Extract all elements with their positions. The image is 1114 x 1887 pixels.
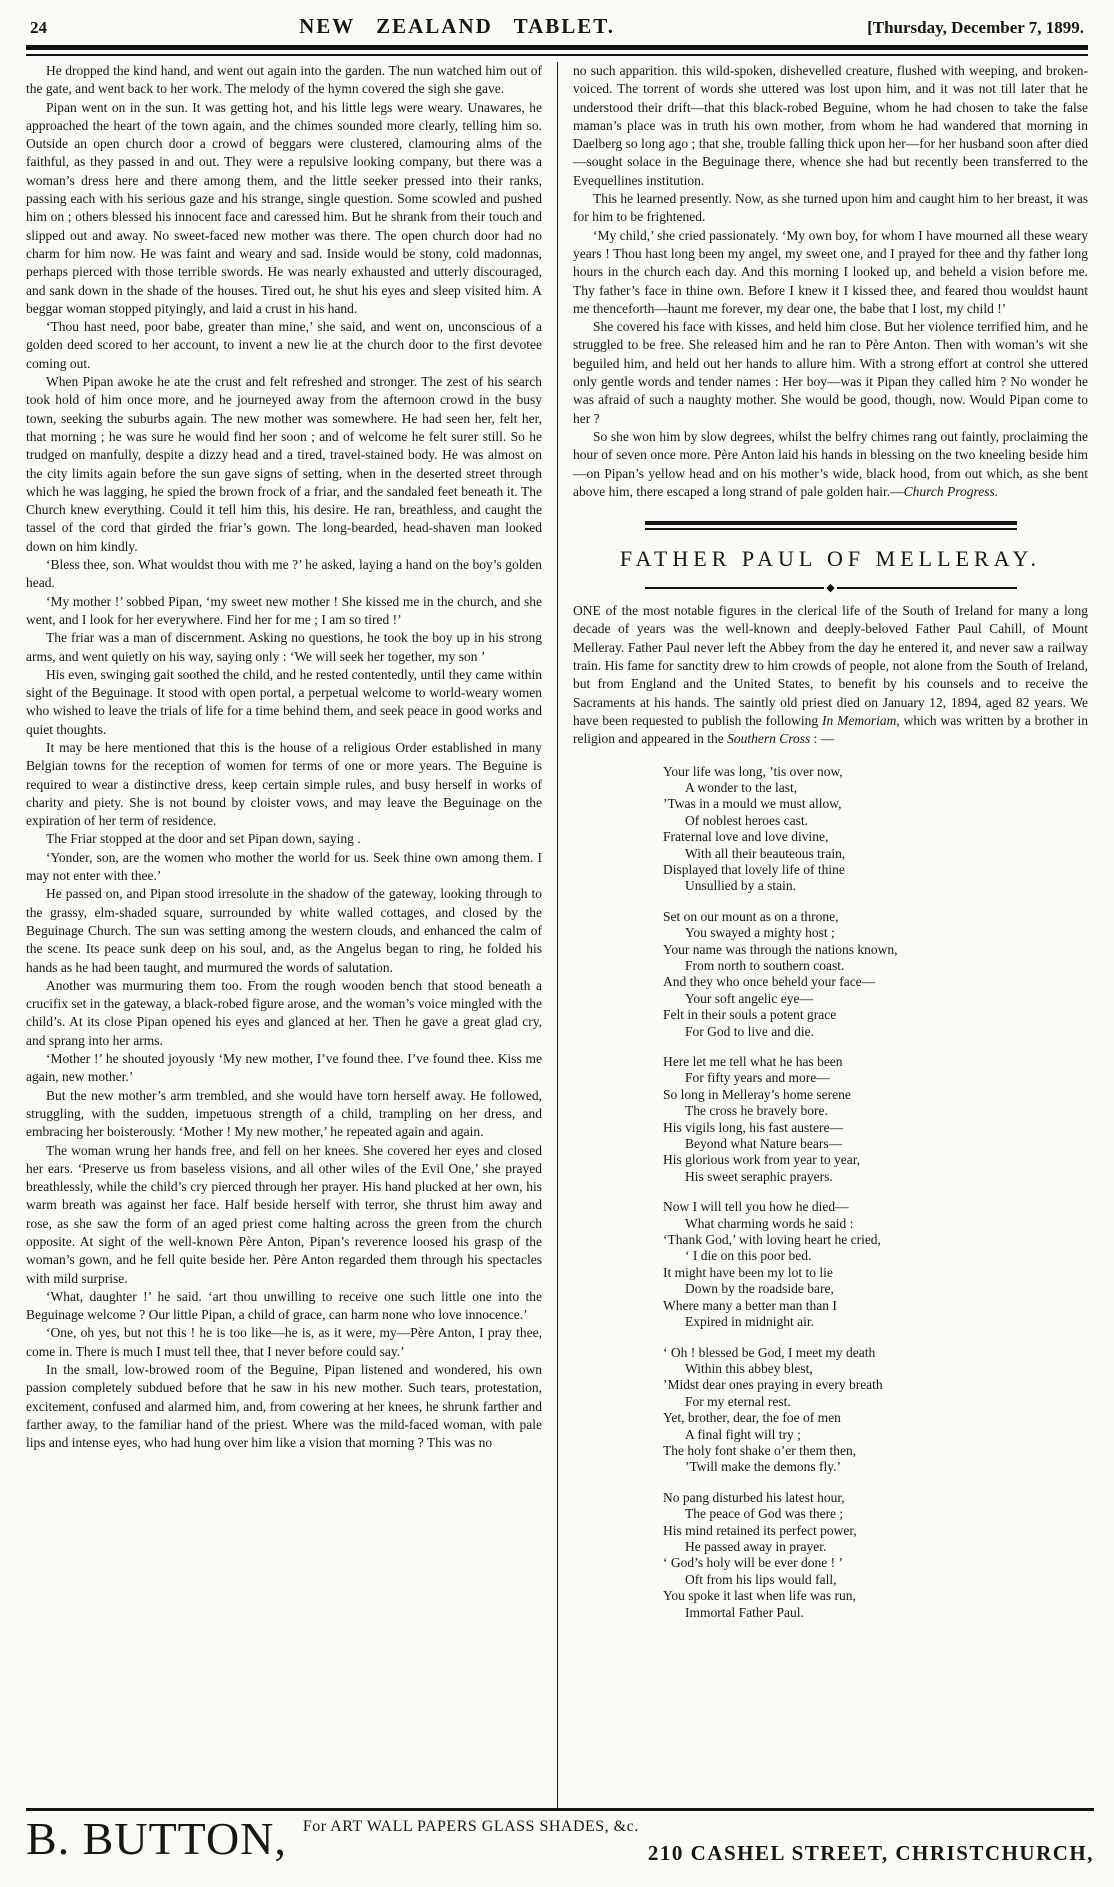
body-columns [26, 62, 1088, 1810]
poem-line: You swayed a mighty host ; [685, 925, 835, 941]
story-paragraph: The friar was a man of discernment. Asking no questions, he took the boy up in his strong arms, and went quietly on his way, saying only : ‘We will seek her together, my son ’ [26, 630, 542, 664]
poem-line: Displayed that lovely life of thine [663, 861, 845, 877]
poem-stanza [663, 764, 1088, 895]
heading-ornament [645, 582, 1017, 595]
diamond-icon: ◆ [826, 582, 835, 595]
story-paragraph: He passed on, and Pipan stood irresolute in the shadow of the gateway, looking through to the grassy, elm-shaded square, surrounded by white walled cottages, and closed by the Beguinage Church. The sun was setting among the western clouds, and enhanced the calm of the scene. Its peace sunk deep on his soul, and, as the Angelus began to ring, he folded his hands as he had been taught, and murmured the words of salutation. [26, 886, 542, 975]
story-paragraph: It may be here mentioned that this is the house of a religious Order established in many Belgian towns for the reception of women for terms of one or more years. The Beguine is required to wear a distinctive dress, keep certain simple rules, and busy herself in works of charity and piety. She is not bound by cloister vows, and may leave the Beguinage on the expiration of her term of residence. [26, 739, 542, 829]
story-end-paragraph [573, 428, 1088, 501]
poem-line: With all their beauteous train, [685, 845, 846, 861]
poem-line: His glorious work from year to year, [663, 1152, 861, 1168]
poem-line: So long in Melleray’s home serene [663, 1086, 851, 1102]
poem-line: The cross he bravely bore. [685, 1103, 828, 1119]
header-rule [26, 45, 1088, 56]
story-continuation-paragraph: no such apparition. this wild-spoken, dishevelled creature, flushed with weeping, and broken-voiced. The torrent of words she uttered was lost upon him, and it was not till later that he understood their drift—that this black-robed Beguine, whom he had chosen to take the false maman’s place was in truth his own mother, from whom he had wandered that morning in Daelberg so long ago ; that she, trouble falling thick upon her—for her husband soon after died—sought solace in the Beguinage there, whence she had but recently been transferred to the Evequellines institution. [573, 63, 1088, 188]
footer-rule [26, 1808, 1094, 1811]
poem-line: ‘ God’s holy will be ever done ! ’ [663, 1555, 843, 1571]
page-header [26, 8, 1088, 41]
story-paragraphs [573, 190, 1088, 428]
story-paragraph: ‘My child,’ she cried passionately. ‘My own boy, for whom I have mourned all these weary years ! Thou hast long been my angel, my sweet one, and I prayed for thee and thy father long hours in the church each day. And this morning I looked up, and beheld a vision before me. Thy father’s face in thine own. Before I knew it I kissed thee, and feared thou wouldst haunt me thenceforth—haunt me forever, my dear one, the babe that I lost, my child !’ [573, 227, 1088, 316]
memorial-poem [573, 764, 1088, 1622]
poem-line: Now I will tell you how he died— [663, 1199, 849, 1215]
story-paragraph: The woman wrung her hands free, and fell on her knees. She covered her eyes and closed her ears. ‘Preserve us from baseless visions, and all other wiles of the Evil One,’ she prayed breathlessly, while the child’s cry pierced through her prayer. His hand plucked at her own, his warm breath was against her face. Half beside herself with terror, she thrust him away and rose, as she saw the form of an aged priest come halting across the green from the church opposite. At sight of the well-known Père Anton, Pipan’s reverence loosed his grasp of the woman’s gown, and he fell quite beside her. Père Anton regarded them through his spectacles with mild surprise. [26, 1142, 542, 1286]
poem-line: ’Twill make the demons fly.’ [685, 1459, 842, 1475]
poem-line: Here let me tell what he has been [663, 1054, 843, 1069]
poem-line: Your soft angelic eye— [685, 990, 813, 1006]
poem-stanza [663, 909, 1088, 1040]
section-divider-rule-thin [645, 528, 1017, 530]
advertisement [26, 1813, 1094, 1866]
story-paragraph: She covered his face with kisses, and held him close. But her violence terrified him, and he struggled to be free. She released him and he ran to Père Anton. Then with woman’s wit she beguiled him, and held out her hands to allure him. With a strong effort at control she uttered only gentle words and tender names : Her boy—was it Pipan they called him ? No wonder he was afraid of such a naughty mother. She would be good, though, now. Would Pipan come to her ? [573, 319, 1088, 426]
poem-line: No pang disturbed his latest hour, [663, 1489, 845, 1505]
story-paragraph: He dropped the kind hand, and went out again into the garden. The nun watched him out of the gate, and went back to her work. The melody of the hymn covered the sigh she gave. [26, 63, 542, 97]
plain-text: , which was written by a brother in religion and appeared in the [573, 712, 1088, 747]
story-paragraph: His even, swinging gait soothed the child, and he rested contentedly, until they came within sight of the Beguinage. It stood with open portal, a perpetual welcome to world-weary women who wished to leave the trials of life for a time behind them, and seek peace in good works and quiet thoughts. [26, 666, 542, 737]
poem-line: His mind retained its perfect power, [663, 1522, 857, 1538]
left-column [26, 62, 557, 1810]
poem-line: Immortal Father Paul. [685, 1604, 804, 1620]
poem-line: For God to live and die. [685, 1023, 814, 1039]
story-paragraph: Pipan went on in the sun. It was getting hot, and his little legs were weary. Unawares, he approached the heart of the town again, and the chimes sounded more clearly, telling him so. Outside an open church door a crowd of beggars were clustered, clamouring alms of the faithful, as they passed in and out. They were a repulsive looking company, but there was a woman’s dress here and there among them, and the little seeker pressed into their ranks, passing each with his serious gaze and his strange, single question. Some scowled and pushed him on ; others blessed his innocent face and caressed him. But he shrank from their touch and slipped out and away. No sweet-faced new mother was there. The open church door had no charm for him now. He was faint and weary and sad. Inside would be stony, cold madonnas, perhaps pierced with those terrible swords. He was nearly exhausted and utterly discouraged, and sank down in the shade of the houses. Tired out, he shut his eyes and sleep visited him. A beggar woman stopped pityingly, and laid a crust in his hand. [26, 99, 542, 316]
story-paragraph: The Friar stopped at the door and set Pipan down, saying . [46, 831, 361, 847]
story-paragraph: ‘My mother !’ sobbed Pipan, ‘my sweet new mother ! She kissed me in the church, and she went, and I look for her everywhere. Find her for me ; I am so tired !’ [26, 593, 542, 627]
poem-line: Fraternal love and love divine, [663, 829, 829, 845]
section-divider-rule [645, 521, 1017, 530]
plain-text: ONE of the most notable figures in the clerical life of the South of Ireland for many a long decade of years was the well-known and deeply-beloved Father Paul Cahill, of Mount Melleray. Father Paul never left the Abbey from the day he entered it, and never saw a railway train. His fame for sanctity drew to him crowds of people, not alone from the South of Ireland, but from England and the United States, to benefit by his counsels and to receive the Sacraments at his hands. The saintly old priest died on January 12, 1894, aged 82 years. We have been requested to publish the following [573, 603, 1088, 728]
article-heading: FATHER PAUL OF MELLERAY. [619, 546, 1042, 572]
advertisement-line: For ART WALL PAPERS GLASS SHADES, &c. [302, 1818, 639, 1835]
right-column [557, 62, 1088, 1810]
story-paragraph: ‘One, oh yes, but not this ! he is too like—he is, as it were, my—Père Anton, I pray thee, come in. There is much I must tell thee, that I never before could say.’ [26, 1325, 542, 1359]
poem-line: ’Midst dear ones praying in every breath [663, 1377, 883, 1393]
poem-line: From north to southern coast. [685, 957, 845, 973]
poem-line: Your life was long, ’tis over now, [663, 763, 843, 779]
story-paragraph: This he learned presently. Now, as she turned upon him and caught him to her breast, it was for him to be frightened. [573, 191, 1088, 225]
poem-line: ‘ I die on this poor bed. [685, 1248, 812, 1264]
poem-line: Expired in midnight air. [685, 1314, 814, 1330]
poem-line: What charming words he said : [685, 1215, 854, 1231]
poem-line: His sweet seraphic prayers. [685, 1168, 833, 1184]
poem-line: His vigils long, his fast austere— [663, 1119, 843, 1135]
story-paragraph: ‘Mother !’ he shouted joyously ‘My new mother, I’ve found thee. I’ve found thee. Kiss me again, new mother.’ [26, 1051, 542, 1085]
story-paragraph: When Pipan awoke he ate the crust and felt refreshed and stronger. The zest of his search took hold of him once more, and he journeyed away from the afternoon crowd in the busy town, seeking the suburbs again. The new mother was somewhere. He had seen her, felt her, that morning ; he was sure he would find her soon ; and of welcome he felt surer still. So he trudged on manfully, despite a dizzy head and a tired, travel-stained body. He was almost on the city limits again before the sun gave signs of setting, when in the deserted street through which he was lagging, he spied the brown frock of a friar, and the sandaled feet beneath it. The Church knew everything. Could it tell him this, his desire. He ran, breathless, and caught the tassel of the cord that girded the friar’s gown. The long-bearded, head-shaven man looked down on him kindly. [26, 374, 542, 554]
poem-stanza [663, 1054, 1088, 1185]
story-paragraph: In the small, low-browed room of the Beguine, Pipan listened and wondered, his own passion completely subdued before that he saw in his new mother. Such tears, protestation, excitement, confused and alarmed him, and, from cowering at her knees, he shrunk farther and farther away, to the familiar hand of the priest. Where was the mild-faced woman, with pale lips and intense eyes, who had hung over him like a vision that morning ? This was no [26, 1362, 542, 1451]
poem-line: Of noblest heroes cast. [685, 812, 808, 828]
italic-text: Church Progress. [903, 483, 999, 499]
poem-line: Yet, brother, dear, the foe of men [663, 1410, 841, 1426]
story-paragraph: ‘Bless thee, son. What wouldst thou with me ?’ he asked, laying a hand on the boy’s golden head. [26, 557, 542, 591]
poem-stanza [663, 1490, 1088, 1621]
poem-line: He passed away in prayer. [685, 1538, 827, 1554]
masthead-title: NEW ZEALAND TABLET. [299, 14, 616, 38]
poem-line: And they who once beheld your face— [663, 974, 876, 990]
poem-line: You spoke it last when life was run, [663, 1588, 856, 1604]
poem-line: For my eternal rest. [685, 1393, 791, 1409]
poem-line: ’Twas in a mould we must allow, [663, 796, 842, 812]
italic-text: In Memoriam [822, 712, 897, 728]
poem-line: Within this abbey blest, [685, 1360, 813, 1376]
poem-line: Where many a better man than I [663, 1297, 837, 1313]
poem-stanza [663, 1199, 1088, 1330]
advertisement-details [287, 1813, 1094, 1866]
poem-line: Your name was through the nations known, [663, 941, 898, 957]
ornament-line [645, 587, 825, 589]
advertiser-address: 210 CASHEL STREET, CHRISTCHURCH, [647, 1841, 1094, 1865]
poem-line: A wonder to the last, [685, 779, 798, 795]
italic-text: Southern Cross [727, 731, 811, 747]
ornament-line [837, 587, 1017, 589]
poem-line: For fifty years and more— [685, 1070, 830, 1086]
poem-line: Set on our mount as on a throne, [663, 908, 839, 924]
poem-line: Oft from his lips would fall, [685, 1571, 837, 1587]
story-paragraph: Another was murmuring them too. From the rough wooden bench that stood beneath a crucifix set in the gateway, a black-robed figure arose, and the woman’s voice mingled with the child’s. At its close Pipan opened his eyes and glanced at her. Then he gave a great glad cry, and sprang into her arms. [26, 977, 542, 1048]
poem-line: ‘Thank God,’ with loving heart he cried, [663, 1232, 881, 1248]
article-intro-paragraph [573, 602, 1088, 748]
poem-line: The holy font shake o’er them then, [663, 1442, 857, 1458]
poem-line: ‘ Oh ! blessed be God, I meet my death [663, 1344, 876, 1360]
poem-line: A final fight will try ; [685, 1426, 801, 1442]
poem-line: Down by the roadside bare, [685, 1281, 834, 1297]
story-paragraph: But the new mother’s arm trembled, and she would have torn herself away. He followed, struggling, with the sudden, impetuous strength of a child, trampling on her dress, and embracing her boisterously. ‘Mother ! My new mother,’ he repeated again and again. [26, 1087, 542, 1140]
advertiser-name: B. BUTTON, [26, 1813, 287, 1864]
poem-stanza [663, 1345, 1088, 1476]
header-date: [Thursday, December 7, 1899. [867, 18, 1084, 37]
poem-line: Felt in their souls a potent grace [663, 1007, 837, 1023]
story-paragraph: ‘Thou hast need, poor babe, greater than mine,’ she said, and went on, unconscious of a golden deed scored to her account, to invent a new lie at the church door to the first devotee coming out. [26, 319, 542, 371]
poem-line: Beyond what Nature bears— [685, 1136, 843, 1152]
plain-text: So she won him by slow degrees, whilst the belfry chimes rang out faintly, proclaiming the hour of seven once more. Père Anton laid his hands in blessing on the two kneeling beside him—on Pipan’s yellow head and on his mother’s wide, black hood, from out which, as she bent above him, there escaped a long strand of pale golden hair.— [573, 428, 1088, 499]
poem-line: The peace of God was there ; [685, 1506, 844, 1522]
story-paragraph: ‘Yonder, son, are the women who mother the world for us. Seek thine own among them. I may not enter with thee.’ [26, 849, 542, 884]
page-footer [26, 1808, 1094, 1866]
poem-line: Unsullied by a stain. [685, 878, 796, 894]
poem-line: It might have been my lot to lie [663, 1264, 833, 1280]
plain-text: : — [810, 731, 835, 747]
page-number: 24 [30, 18, 47, 37]
story-paragraph: ‘What, daughter !’ he said. ‘art thou unwilling to receive one such little one into the Beguinage welcome ? Our little Pipan, a child of grace, can harm none who love innocence.’ [26, 1288, 542, 1323]
